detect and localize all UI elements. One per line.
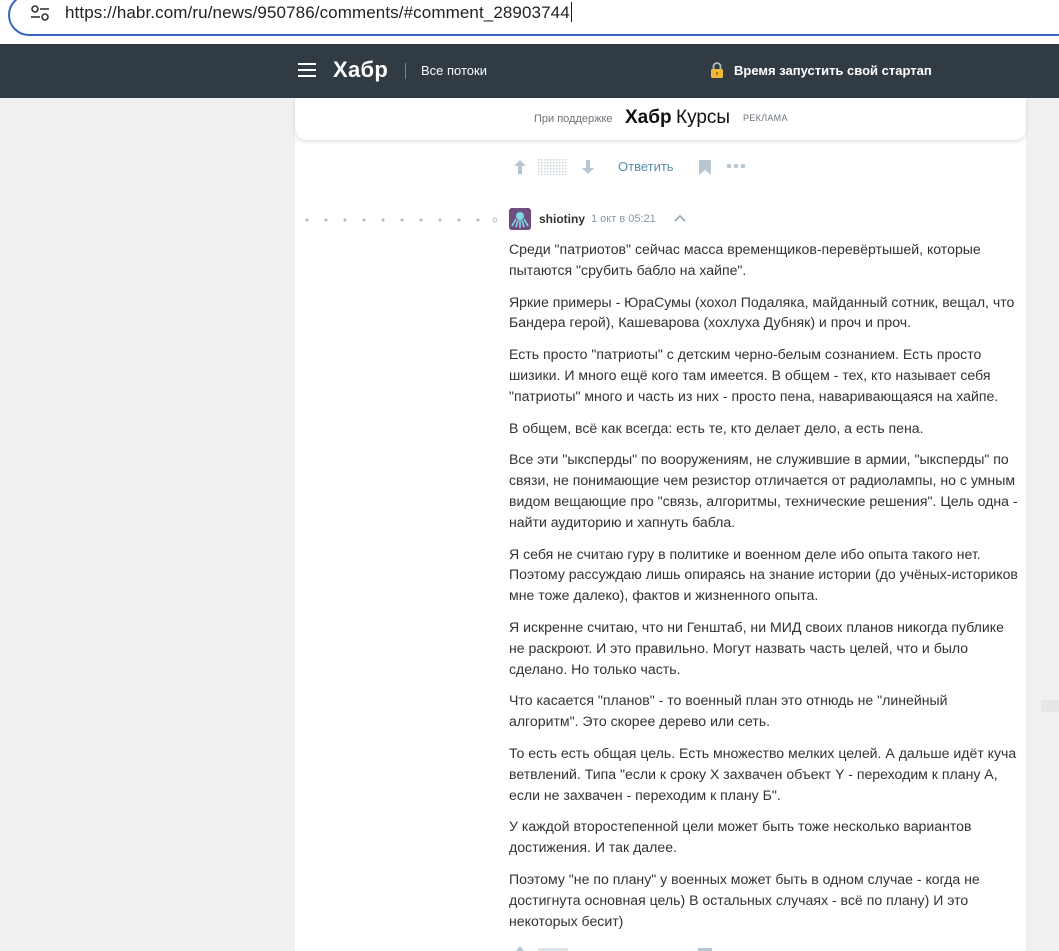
thread-indent (305, 217, 497, 223)
comment-paragraph: Все эти "ыксперды" по вооружениям, не служившие в армии, "ыксперды" по связи, не понимающие чем резистор отличается от радиолампы, но с умным видом вещающие про "связь, алгоритмы, технические решения". Цель одна - найти аудиторию и хапнуть бабла. (509, 451, 1018, 530)
upvote-icon[interactable] (513, 157, 527, 177)
reply-link[interactable]: Ответить (618, 159, 674, 174)
more-icon[interactable] (726, 163, 746, 169)
sponsor-banner[interactable] (295, 98, 1026, 140)
tune-icon[interactable] (30, 4, 50, 22)
sponsor-label: При поддержке (534, 113, 613, 125)
comment-paragraph: В общем, всё как всегда: есть те, кто делает дело, а есть пена. (509, 419, 924, 436)
bookmark-icon[interactable] (698, 159, 712, 176)
url-text[interactable]: https://habr.com/ru/news/950786/comments/#comment_28903744 (65, 3, 570, 22)
scrollbar[interactable] (1041, 98, 1059, 951)
burger-icon[interactable] (298, 63, 316, 77)
comment-paragraph: Что касается "планов" - то военный план это отнюдь не "линейный алгоритм". Это скорее дерево или сеть. (509, 692, 948, 730)
sponsor-name: Курсы (676, 107, 731, 128)
comment-actions-bottom (513, 943, 733, 951)
comment-paragraph: Среди "патриотов" сейчас масса временщиков-перевёртышей, которые пытаются "срубить бабло на хайпе". (509, 241, 981, 278)
promo-link[interactable]: Время запустить свой стартап (734, 63, 932, 78)
comment-paragraph: У каждой второстепенной цели может быть тоже несколько вариантов достижения. И так далее. (509, 818, 972, 856)
url-field[interactable] (8, 0, 1059, 36)
comment-paragraph: То есть есть общая цель. Есть множество мелких целей. А дальше идёт куча ветвлений. Типа "если к сроку X захвачен объект Y - переходим к плану А, если не захвачен - переходим к плану Б". (509, 744, 1017, 803)
scrollbar-marker (1041, 700, 1059, 712)
avatar[interactable] (509, 208, 531, 230)
ad-tag: РЕКЛАМА (743, 113, 788, 123)
comment-paragraph: Яркие примеры - ЮраСумы (хохол Подаляка, майданный сотник, вещал, что Бандера герой), Кашеварова (хохлуха Дубняк) и проч и проч. (509, 293, 1015, 331)
header-divider (405, 63, 406, 79)
site-logo[interactable]: Хабр (333, 57, 389, 82)
comment-paragraph: Я искренне считаю, что ни Генштаб, ни МИД своих планов никогда публике не раскроют. И это правильно. Могут назвать часть целей, что и было сделано. Но только часть. (509, 618, 1004, 677)
collapse-chevron-icon[interactable] (674, 214, 686, 222)
comment-header (509, 208, 809, 230)
downvote-icon[interactable] (581, 157, 595, 177)
lock-icon (710, 61, 724, 79)
comment-paragraph: Есть просто "патриоты" с детским черно-белым сознанием. Есть просто шизики. И много ещё кого там имеется. В общем - тех, кто называет себя "патриоты" много и часть из них - просто пена, наваривающаяся на хайпе. (509, 346, 999, 404)
comment-time[interactable]: 1 окт в 05:21 (591, 213, 656, 225)
comment-body (509, 239, 1019, 942)
comment-actions (513, 157, 773, 177)
sponsor-logo: Хабр (625, 107, 672, 128)
site-header (0, 44, 1059, 98)
comment-author[interactable]: shiotiny (539, 212, 586, 226)
browser-address-bar (0, 0, 1059, 44)
comment-paragraph: Поэтому "не по плану" у военных может быть в одном случае - когда не достигнута основная цель) В остальных случаях - всё по плану) И это некоторых бесит) (509, 870, 980, 929)
all-flows-link[interactable]: Все потоки (421, 63, 487, 78)
comment-paragraph: Я себя не считаю гуру в политике и военном деле ибо опыта такого нет. Поэтому рассуждаю лишь опираясь на знание истории (до учёных-историков мне тоже далеко), фактов и жизненного опыта. (509, 545, 1018, 604)
rating-placeholder (538, 159, 568, 175)
